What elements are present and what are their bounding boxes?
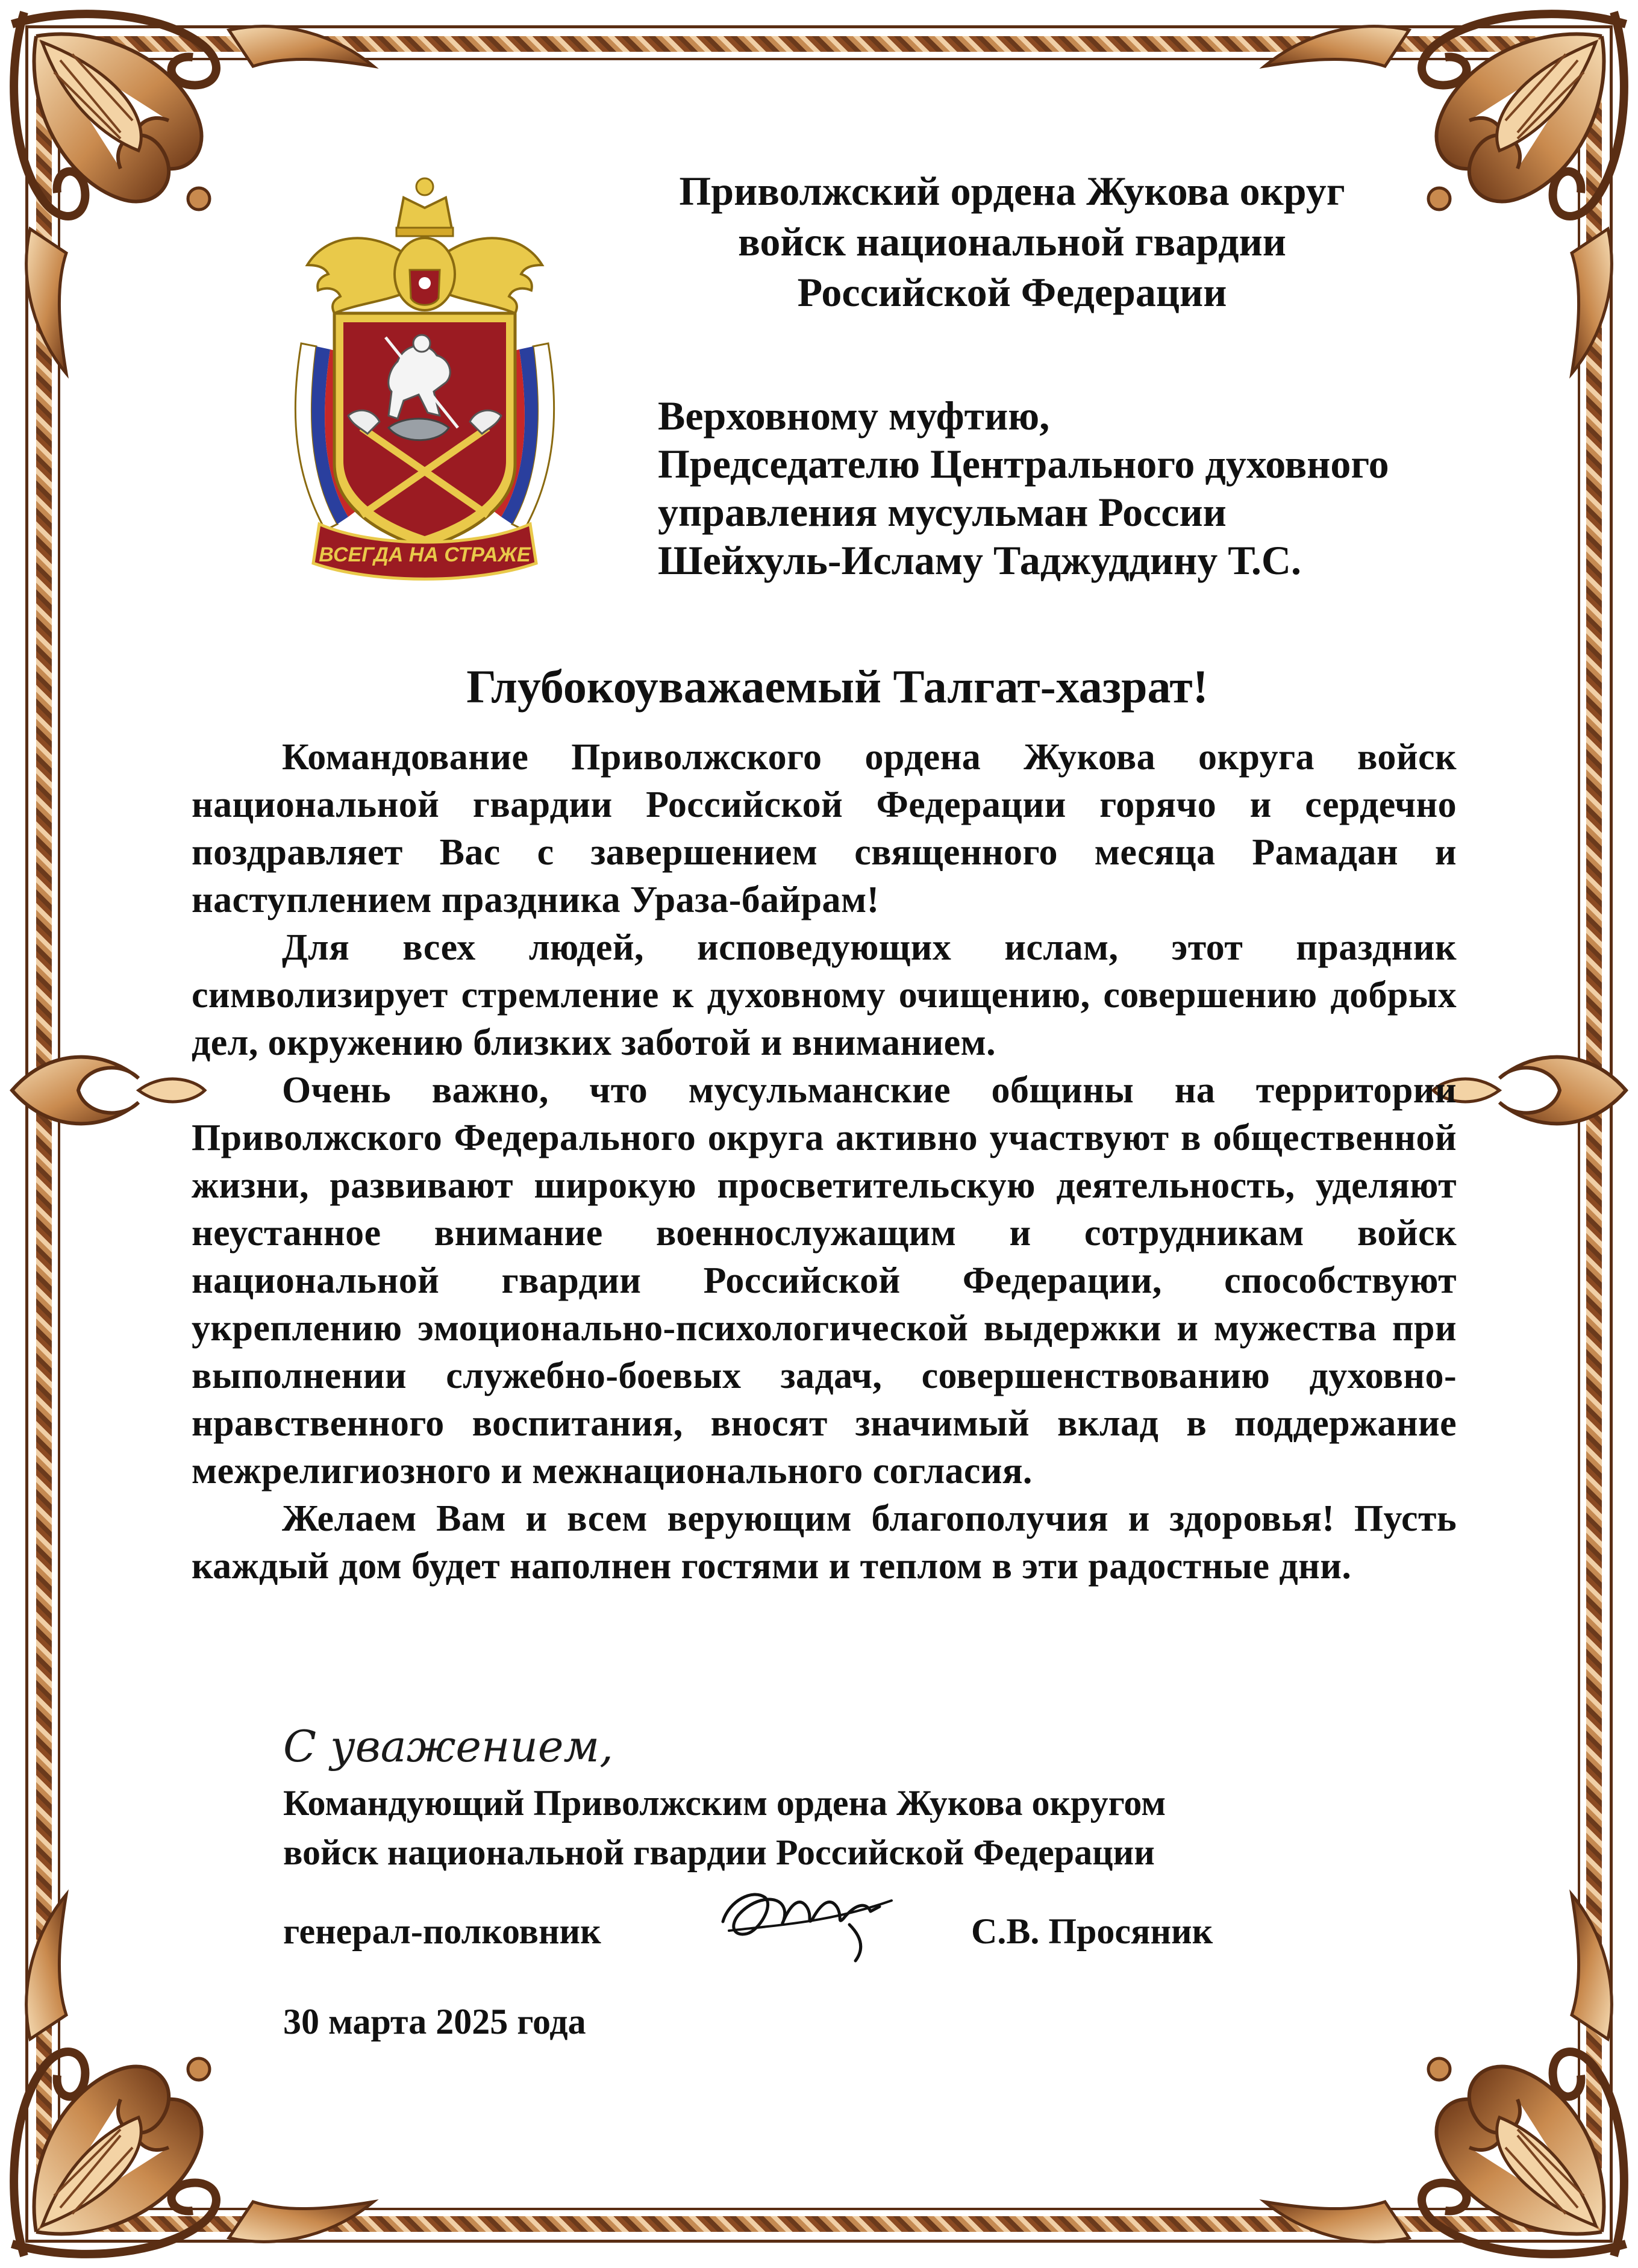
salutation: Глубокоуважаемый Талгат-хазрат!: [466, 660, 1208, 713]
signatory-title-line: Командующий Приволжским ордена Жукова округом: [283, 1783, 1166, 1823]
org-header-line: войск национальной гвардии: [738, 219, 1286, 264]
signatory-name: С.В. Просяник: [971, 1911, 1213, 1951]
signatory-rank: генерал-полковник: [283, 1911, 601, 1951]
body-paragraph: Командование Приволжского ордена Жукова округа войск национальной гвардии Российской Федерации горячо и сердечно поздравляет Вас с завершением священного месяца Рамадан и наступлением праздника Ураза-байрам!: [192, 737, 1457, 920]
recipient-line: Председателю Центрального духовного: [658, 441, 1389, 487]
body-paragraph: Желаем Вам и всем верующим благополучия и здоровья! Пусть каждый дом будет наполнен гостями и теплом в эти радостные дни.: [192, 1498, 1457, 1587]
frame-corner-ornament-icon: [1252, 1882, 1638, 2268]
org-header-line: Приволжский ордена Жукова округ: [679, 168, 1345, 214]
signatory-title-line: войск национальной гвардии Российской Федерации: [283, 1832, 1155, 1872]
recipient-line: управления мусульман России: [658, 489, 1227, 535]
recipient-block: [658, 392, 1441, 584]
organization-header: [602, 166, 1422, 317]
org-header-line: Российской Федерации: [797, 269, 1227, 315]
shield-icon: [334, 313, 515, 548]
body-paragraph: Очень важно, что мусульманские общины на территории Приволжского Федерального округа активно участвуют в общественной жизни, развивают широкую просветительскую деятельность, уделяют неустанное внимание военнослужащим и сотрудникам войск национальной гвардии Российской Федерации, способствуют укреплению эмоционально-психологической выдержки и мужества при выполнении служебно-боевых задач, совершенствованию духовно-нравственного воспитания, вносят значимый вклад в поддержание межрелигиозного и межнационального согласия.: [192, 1070, 1457, 1492]
handwritten-signature-icon: [711, 1864, 904, 1967]
letter-date: 30 марта 2025 года: [283, 2002, 586, 2042]
recipient-line: Верховному муфтию,: [658, 393, 1050, 439]
crown-icon: [396, 178, 453, 236]
frame-side-flourish-icon: [0, 1024, 217, 1157]
emblem-motto: ВСЕГДА НА СТРАЖЕ: [319, 543, 531, 566]
handwritten-closing: [277, 1714, 699, 1781]
eagle-icon: [307, 238, 542, 313]
signatory-title: [283, 1778, 1368, 1877]
recipient-line: Шейхуль-Исламу Таджуддину Т.С.: [658, 537, 1301, 583]
national-guard-emblem-icon: [283, 163, 566, 596]
letter-body: [192, 734, 1457, 1590]
handwritten-closing-text: С уважением,: [283, 1721, 614, 1772]
body-paragraph: Для всех людей, исповедующих ислам, этот праздник символизирует стремление к духовному очищению, совершению добрых дел, окружению близких заботой и вниманием.: [192, 927, 1457, 1063]
